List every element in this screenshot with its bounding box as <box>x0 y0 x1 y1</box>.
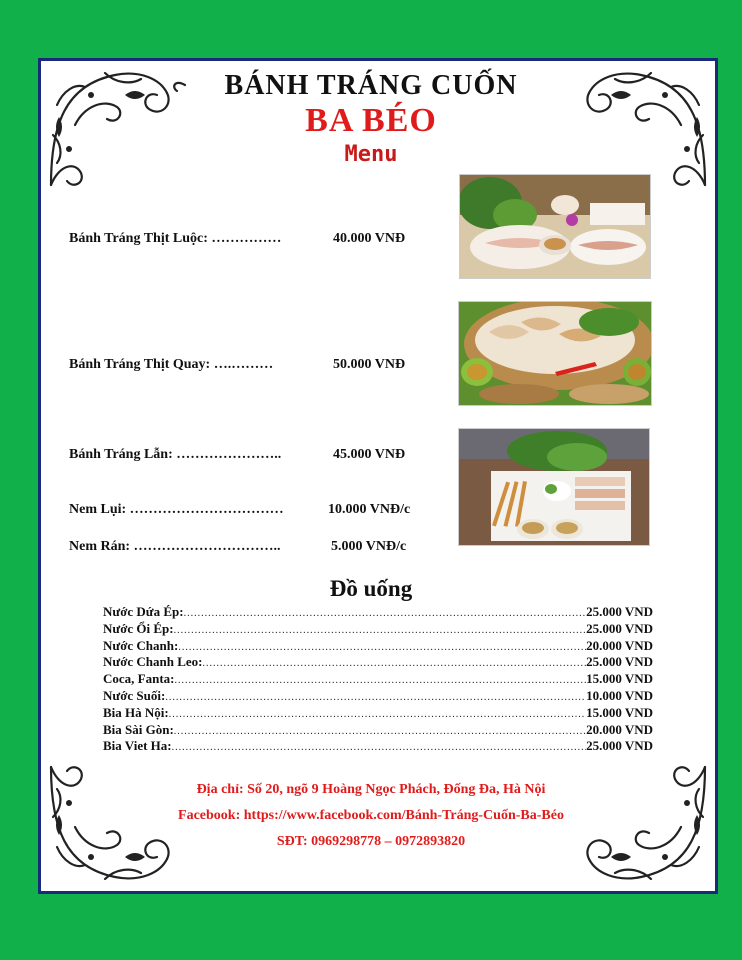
address-text: Địa chỉ: Số 20, ngõ 9 Hoàng Ngọc Phách, Đống Đa, Hà Nội <box>196 782 546 797</box>
menu-item-name: Nem Lụi: …………………………… <box>69 502 284 517</box>
drink-price: 25.000 VND <box>586 654 653 670</box>
drink-price: 25.000 VND <box>586 620 653 636</box>
menu-item-price: 50.000 VNĐ <box>333 357 406 372</box>
phone-text: SĐT: 0969298778 – 0972893820 <box>276 834 466 849</box>
drink-row <box>103 638 653 655</box>
drink-name: Nước Dứa Ép: <box>103 604 184 619</box>
drink-row <box>103 705 653 722</box>
food-photo <box>458 301 652 406</box>
drink-price: 10.000 VND <box>586 687 653 703</box>
drink-name: Nước Ổi Ép: <box>103 620 174 636</box>
drink-row <box>103 604 653 621</box>
drink-price: 25.000 VND <box>586 738 653 754</box>
restaurant-name-line1: BÁNH TRÁNG CUỐN <box>224 70 518 101</box>
dot-leader <box>165 692 586 703</box>
drink-name: Bia Viet Ha: <box>103 738 172 754</box>
dot-leader <box>175 675 587 686</box>
drink-name: Nước Suối: <box>103 687 166 703</box>
menu-item-name: Bánh Tráng Thịt Luộc: …………… <box>69 231 282 246</box>
drink-name: Nước Chanh: <box>103 637 179 653</box>
drink-row <box>103 621 653 638</box>
drink-price: 20.000 VND <box>586 637 653 653</box>
drink-name: Bia Sài Gòn: <box>103 721 174 737</box>
dot-leader <box>174 726 586 737</box>
drink-name: Nước Chanh Leo: <box>103 654 203 670</box>
food-photo <box>459 174 651 279</box>
drinks-heading: Đồ uống <box>329 576 413 601</box>
menu-item-price: 5.000 VNĐ/c <box>331 539 407 554</box>
restaurant-name-line2: BA BÉO <box>305 102 437 139</box>
drinks-list <box>103 604 653 755</box>
dot-leader <box>184 608 586 619</box>
menu-item-name: Nem Rán: ………………………….. <box>69 539 281 554</box>
menu-item-name: Bánh Tráng Thịt Quay: ….……… <box>69 357 274 372</box>
drink-price: 15.000 VND <box>586 704 653 720</box>
drink-row <box>103 654 653 671</box>
drink-row <box>103 671 653 688</box>
dot-leader <box>169 709 586 720</box>
drink-name: Bia Hà Nội: <box>103 704 169 720</box>
drink-name: Coca, Fanta: <box>103 671 175 687</box>
dot-leader <box>178 642 586 653</box>
facebook-link[interactable]: Facebook: https://www.facebook.com/Bánh-Tráng-Cuốn-Ba-Béo <box>178 808 564 823</box>
food-photo <box>458 428 650 546</box>
drink-price: 20.000 VND <box>586 721 653 737</box>
dot-leader <box>203 658 587 669</box>
menu-item-price: 45.000 VNĐ <box>333 447 406 462</box>
drink-price: 25.000 VND <box>586 604 653 619</box>
dot-leader <box>172 742 586 753</box>
drink-row <box>103 738 653 755</box>
menu-item-price: 40.000 VNĐ <box>333 231 406 246</box>
menu-heading: Menu <box>344 142 398 167</box>
drink-row <box>103 688 653 705</box>
dot-leader <box>174 625 586 636</box>
menu-item-name: Bánh Tráng Lẫn: ………………….. <box>69 447 282 462</box>
menu-item-price: 10.000 VNĐ/c <box>328 502 411 517</box>
drink-price: 15.000 VND <box>586 671 653 687</box>
drink-row <box>103 722 653 739</box>
